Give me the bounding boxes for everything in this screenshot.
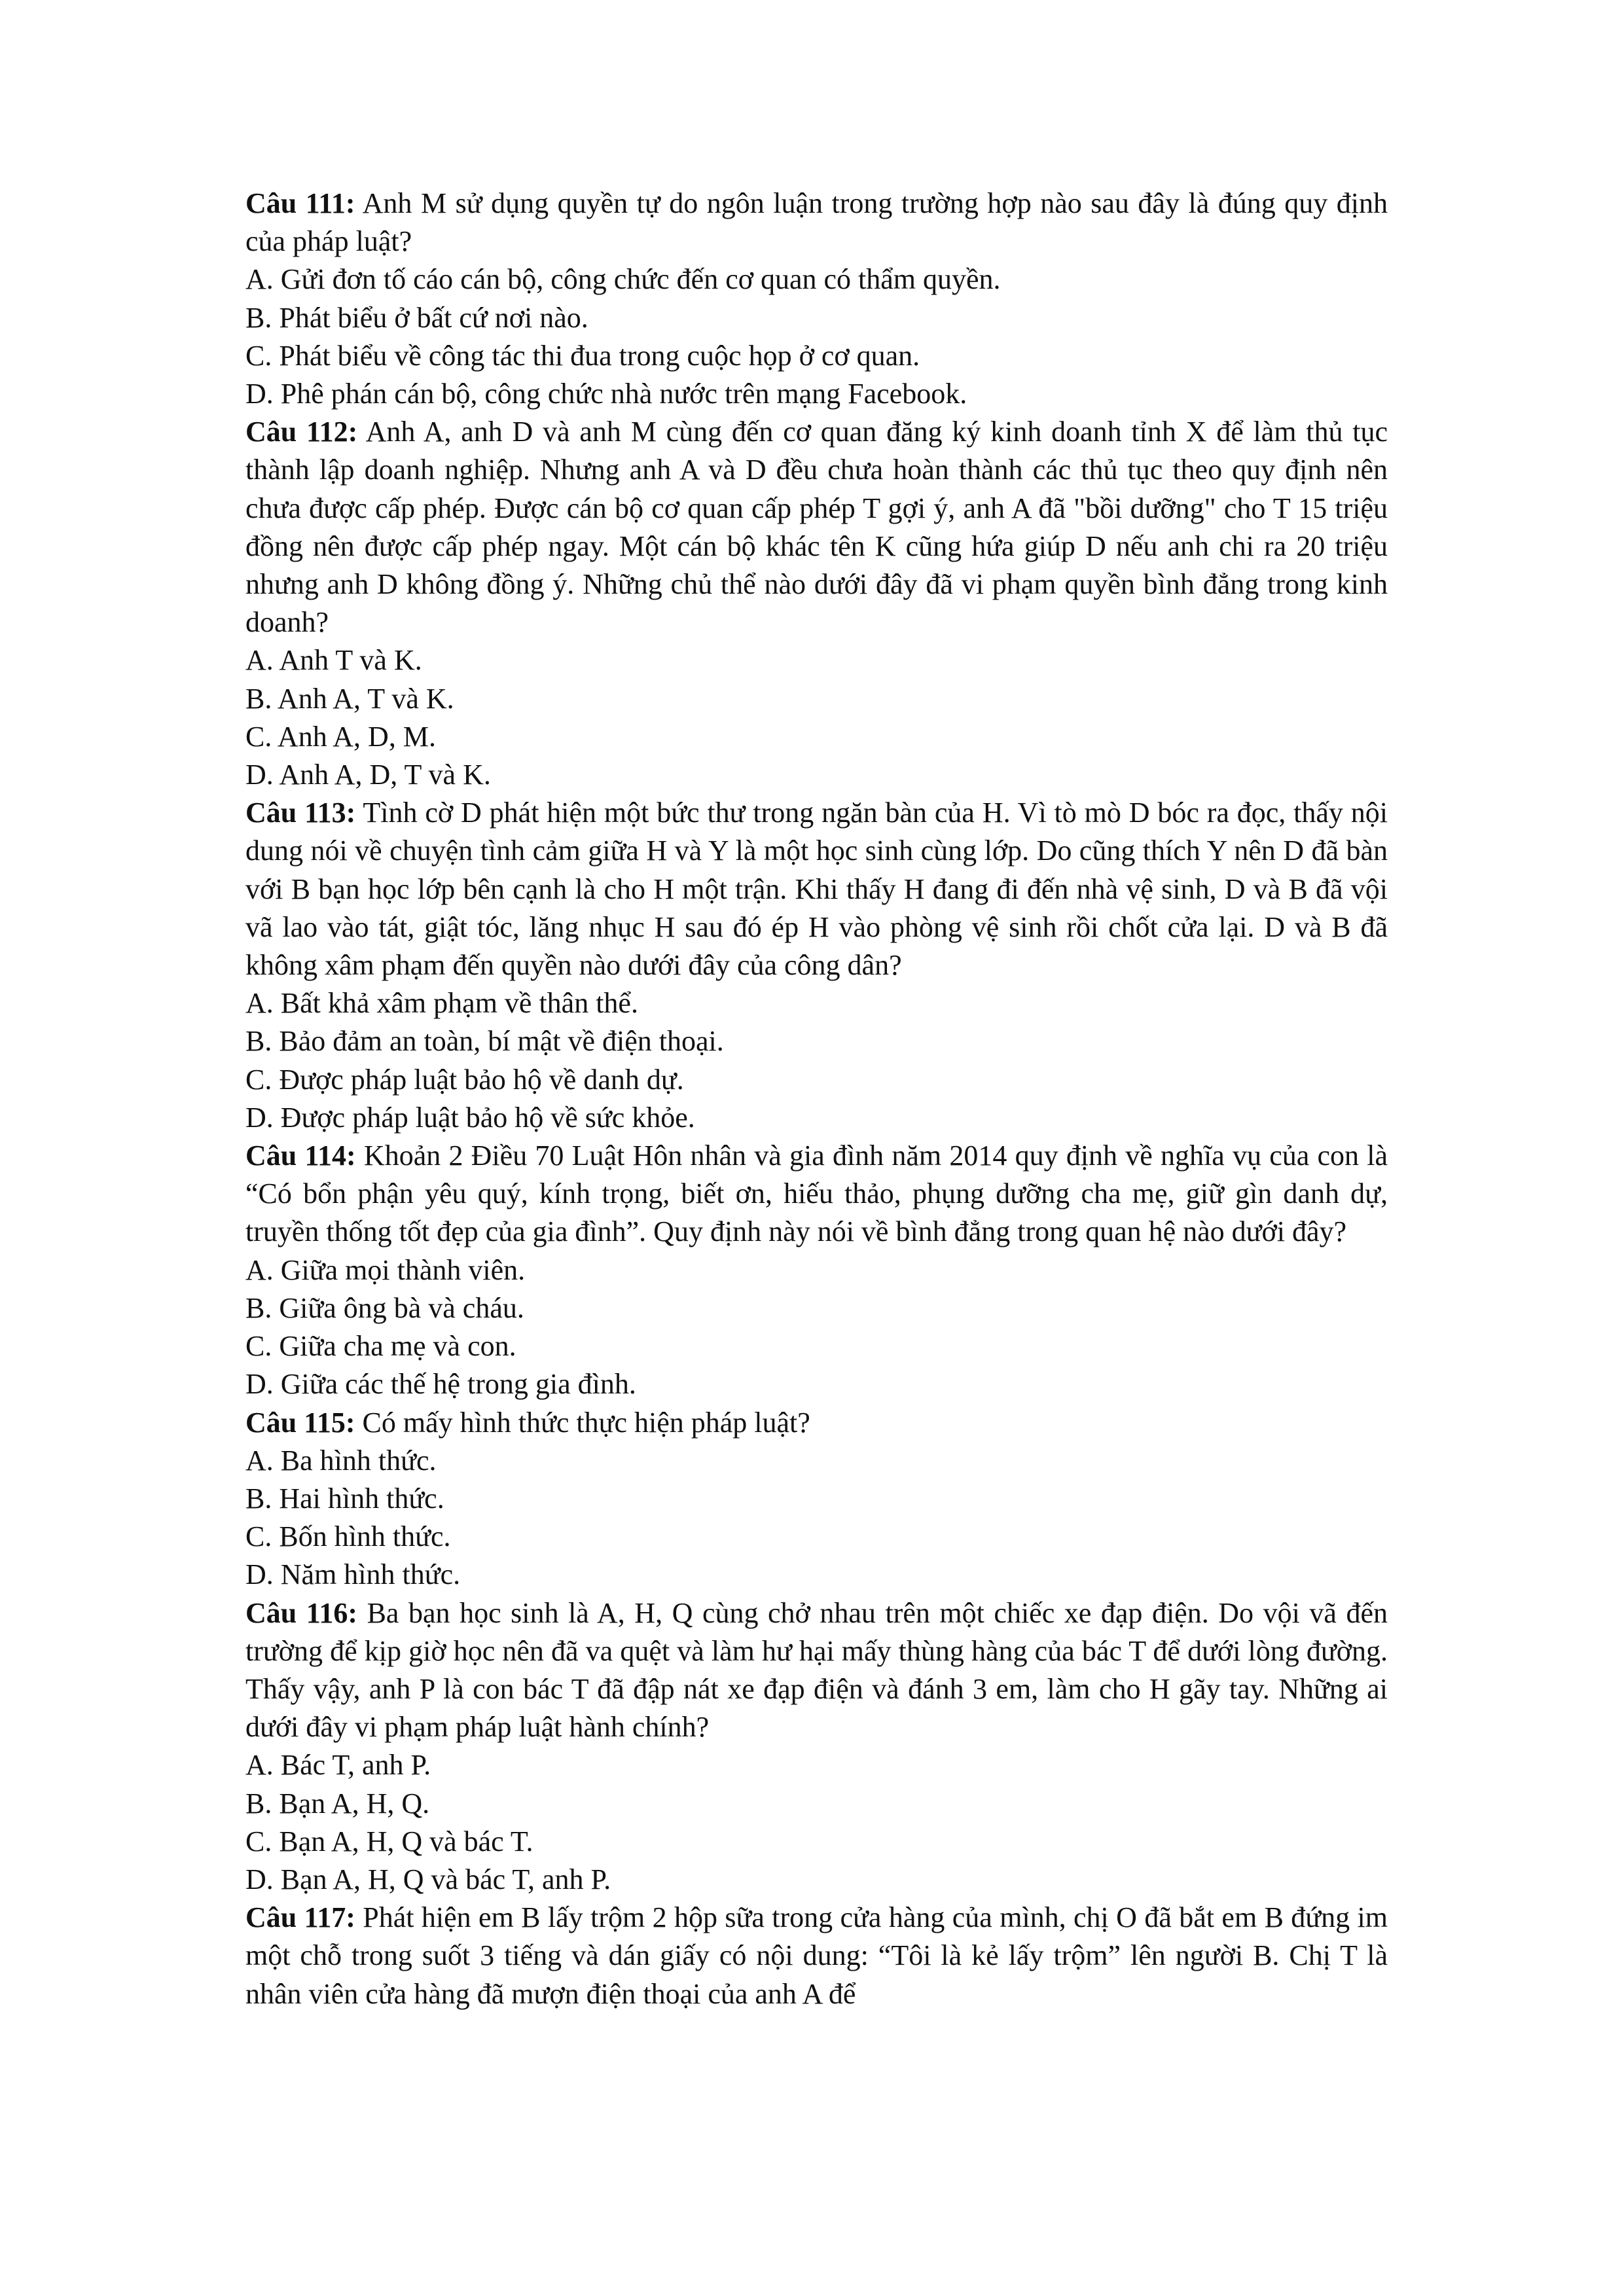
option-a: A. Ba hình thức.: [245, 1444, 437, 1477]
question-113: [245, 794, 1388, 1137]
answer-options: [245, 1251, 1388, 1404]
option-d: D. Năm hình thức.: [245, 1558, 461, 1591]
question-label: Câu 117:: [245, 1901, 355, 1934]
option-b: B. Phát biểu ở bất cứ nơi nào.: [245, 301, 588, 334]
question-label: Câu 113:: [245, 797, 356, 829]
question-stem: [245, 413, 1388, 641]
question-text: Anh A, anh D và anh M cùng đến cơ quan đăng ký kinh doanh tỉnh X để làm thủ tục thành lập doanh nghiệp. Nhưng anh A và D đều chưa hoàn thành các thủ tục theo quy định nên chưa được cấp phép. Được cán bộ cơ quan cấp phép T gợi ý, anh A đã "bồi dưỡng" cho T 15 triệu đồng nên được cấp phép ngay. Một cán bộ khác tên K cũng hứa giúp D nếu anh chi ra 20 triệu nhưng anh D không đồng ý. Những chủ thể nào dưới đây đã vi phạm quyền bình đẳng trong kinh doanh?: [245, 416, 1388, 639]
option-c: C. Anh A, D, M.: [245, 720, 436, 753]
answer-options: [245, 1442, 1388, 1594]
question-111: [245, 185, 1388, 413]
option-b: B. Bảo đảm an toàn, bí mật về điện thoại.: [245, 1025, 724, 1058]
question-stem: [245, 794, 1388, 984]
option-c: C. Giữa cha mẹ và con.: [245, 1330, 516, 1363]
question-stem: [245, 1404, 1388, 1442]
option-d: D. Phê phán cán bộ, công chức nhà nước trên mạng Facebook.: [245, 378, 967, 410]
option-a: A. Gửi đơn tố cáo cán bộ, công chức đến cơ quan có thẩm quyền.: [245, 263, 1001, 296]
question-117: [245, 1899, 1388, 2013]
question-116: [245, 1594, 1388, 1899]
option-b: B. Hai hình thức.: [245, 1482, 444, 1515]
option-c: C. Bốn hình thức.: [245, 1520, 451, 1553]
question-text: Có mấy hình thức thực hiện pháp luật?: [355, 1406, 810, 1439]
answer-options: [245, 984, 1388, 1137]
option-d: D. Anh A, D, T và K.: [245, 759, 491, 791]
question-stem: [245, 185, 1388, 260]
option-b: B. Giữa ông bà và cháu.: [245, 1291, 524, 1324]
answer-options: [245, 260, 1388, 413]
option-a: A. Giữa mọi thành viên.: [245, 1253, 526, 1286]
option-b: B. Bạn A, H, Q.: [245, 1787, 430, 1820]
option-c: C. Bạn A, H, Q và bác T.: [245, 1825, 533, 1857]
option-a: A. Bất khả xâm phạm về thân thể.: [245, 987, 638, 1020]
question-112: [245, 413, 1388, 794]
question-stem: [245, 1137, 1388, 1251]
option-c: C. Được pháp luật bảo hộ về danh dự.: [245, 1063, 684, 1096]
option-d: D. Giữa các thế hệ trong gia đình.: [245, 1368, 636, 1401]
question-text: Anh M sử dụng quyền tự do ngôn luận trong trường hợp nào sau đây là đúng quy định của pháp luật?: [245, 187, 1388, 258]
question-text: Ba bạn học sinh là A, H, Q cùng chở nhau trên một chiếc xe đạp điện. Do vội vã đến trường để kịp giờ học nên đã va quệt và làm hư hại mấy thùng hàng của bác T để dưới lòng đường. Thấy vậy, anh P là con bác T đã đập nát xe đạp điện và đánh 3 em, làm cho H gãy tay. Những ai dưới đây vi phạm pháp luật hành chính?: [245, 1596, 1388, 1744]
option-d: D. Được pháp luật bảo hộ về sức khỏe.: [245, 1101, 695, 1134]
question-text: Tình cờ D phát hiện một bức thư trong ngăn bàn của H. Vì tò mò D bóc ra đọc, thấy nội dung nói về chuyện tình cảm giữa H và Y là một học sinh cùng lớp. Do cũng thích Y nên D đã bàn với B bạn học lớp bên cạnh là cho H một trận. Khi thấy H đang đi đến nhà vệ sinh, D và B đã vội vã lao vào tát, giật tóc, lăng nhục H sau đó ép H vào phòng vệ sinh rồi chốt cửa lại. D và B đã không xâm phạm đến quyền nào dưới đây của công dân?: [245, 797, 1388, 982]
question-text: Khoản 2 Điều 70 Luật Hôn nhân và gia đình năm 2014 quy định về nghĩa vụ của con là “Có bổn phận yêu quý, kính trọng, biết ơn, hiếu thảo, phụng dưỡng cha mẹ, giữ gìn danh dự, truyền thống tốt đẹp của gia đình”. Quy định này nói về bình đẳng trong quan hệ nào dưới đây?: [245, 1139, 1388, 1248]
question-stem: [245, 1899, 1388, 2013]
question-label: Câu 115:: [245, 1406, 355, 1439]
question-label: Câu 114:: [245, 1139, 356, 1172]
question-115: [245, 1404, 1388, 1594]
document-page: [245, 185, 1388, 2013]
option-b: B. Anh A, T và K.: [245, 682, 454, 715]
question-114: [245, 1137, 1388, 1403]
answer-options: [245, 1746, 1388, 1899]
question-stem: [245, 1594, 1388, 1747]
option-a: A. Anh T và K.: [245, 644, 422, 677]
question-label: Câu 112:: [245, 416, 358, 448]
question-text: Phát hiện em B lấy trộm 2 hộp sữa trong cửa hàng của mình, chị O đã bắt em B đứng im một chỗ trong suốt 3 tiếng và dán giấy có nội dung: “Tôi là kẻ lấy trộm” lên người B. Chị T là nhân viên cửa hàng đã mượn điện thoại của anh A để: [245, 1901, 1388, 2010]
question-label: Câu 116:: [245, 1596, 358, 1629]
option-c: C. Phát biểu về công tác thi đua trong cuộc họp ở cơ quan.: [245, 339, 920, 372]
question-label: Câu 111:: [245, 187, 355, 219]
answer-options: [245, 641, 1388, 794]
option-a: A. Bác T, anh P.: [245, 1749, 431, 1782]
option-d: D. Bạn A, H, Q và bác T, anh P.: [245, 1863, 611, 1895]
